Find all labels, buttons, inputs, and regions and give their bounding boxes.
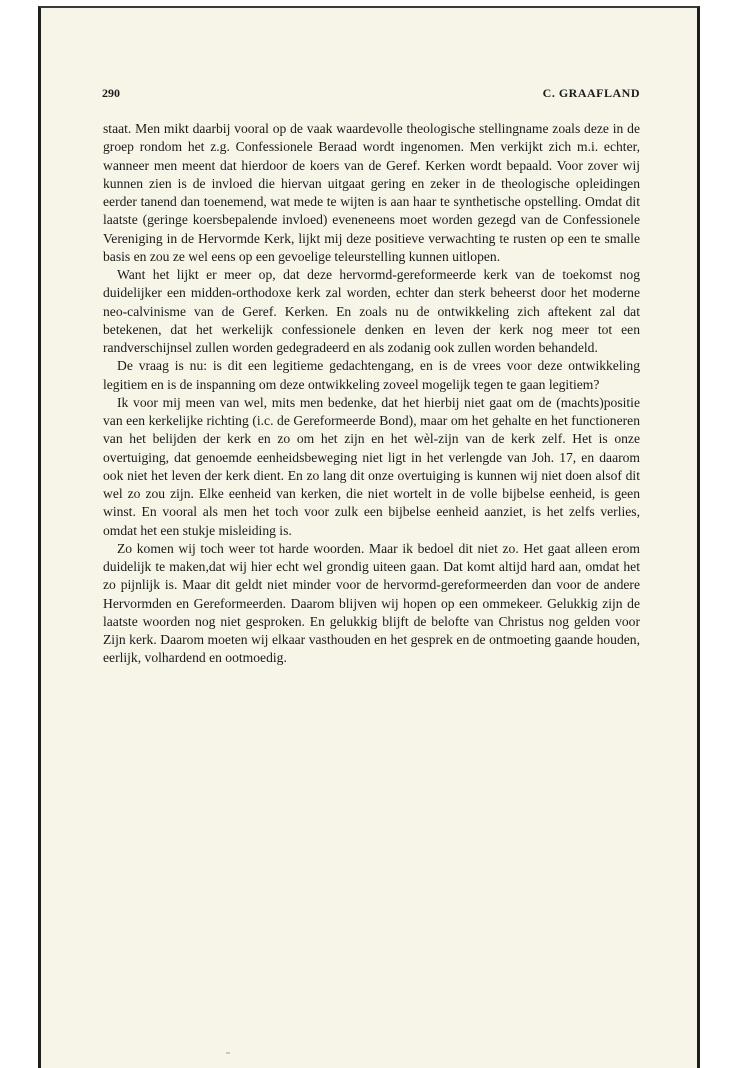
paragraph: Want het lijkt er meer op, dat deze hervormd-gereformeerde kerk van de toekomst nog duidelijker een midden-orthodoxe kerk zal worden, echter dan sterk beheerst door het moderne neo-calvinisme van de Geref. Kerken. En zoals nu de ontwikkeling zich aftekent zal dat betekenen, dat het werkelijk confessionele denken en leven der kerk nog meer tot een randverschijnsel zullen worden gedegradeerd en als zodanig ook zullen worden behandeld. xyxy=(103,267,640,355)
paragraph: Zo komen wij toch weer tot harde woorden. Maar ik bedoel dit niet zo. Het gaat alleen erom duidelijk te maken,dat wij hier echt wel grondig uiteen gaan. Dat komt altijd hard aan, omdat het zo pijnlijk is. Maar dit geldt niet minder voor de hervormd-gereformeerden dan voor de andere Hervormden en Gereformeerden. Daarom blijven wij hopen op een ommekeer. Gelukkig zijn de laatste woorden nog niet gesproken. En gelukkig blijft de belofte van Christus nog gelden voor Zijn kerk. Daarom moeten wij elkaar vasthouden en het gesprek en de ontmoeting gaande houden, eerlijk, volhardend en ootmoedig. xyxy=(103,540,640,666)
body-text xyxy=(103,120,640,668)
paragraph: De vraag is nu: is dit een legitieme gedachtengang, en is de vrees voor deze ontwikkeling legitiem en is de inspanning om deze ontwikkeling zoveel mogelijk tegen te gaan legitiem? xyxy=(103,358,640,392)
paragraph: staat. Men mikt daarbij vooral op de vaak waardevolle theologische stellingname zoals deze in de groep rondom het z.g. Confessionele Beraad wordt ingenomen. Men verkijkt zich m.i. echter, wanneer men meent dat hierdoor de koers van de Geref. Kerken wordt bepaald. Voor zover wij kunnen zien is de invloed die hiervan uitgaat gering en zeker in de theologische opleidingen eerder tanend dan toenemend, wat mede te wijten is aan haar te synthetische opstelling. Omdat dit laatste (geringe koersbepalende invloed) eveneneens moet worden gezegd van de Confessionele Vereniging in de Hervormde Kerk, lijkt mij deze positieve verwachting te rusten op een te smalle basis en zou ze wel eens op een gevoelige teleurstelling kunnen uitlopen. xyxy=(103,121,640,264)
page-number: 290 xyxy=(102,86,120,100)
paragraph: Ik voor mij meen van wel, mits men bedenke, dat het hierbij niet gaat om de (machts)positie van een kerkelijke richting (i.c. de Gereformeerde Bond), maar om het gehalte en het functioneren van het belijden der kerk en zo om het zijn en het wèl-zijn van de kerk zelf. Het is onze overtuiging, dat genoemde eenheidsbeweging niet ligt in het verlengde van Joh. 17, en daarom ook niet het leven der kerk dient. En zo lang dit onze overtuiging is kunnen wij niet doen alsof dit wel zo zou zijn. Elke eenheid van kerken, die niet wortelt in de volle bijbelse eenheid, is geen winst. En vooral als men het toch voor zulk een bijbelse eenheid aanziet, is het zelfs verlies, omdat het een stukje misleiding is. xyxy=(103,394,640,538)
running-head-author: C. GRAAFLAND xyxy=(542,86,640,100)
scan-speck xyxy=(226,1052,230,1054)
